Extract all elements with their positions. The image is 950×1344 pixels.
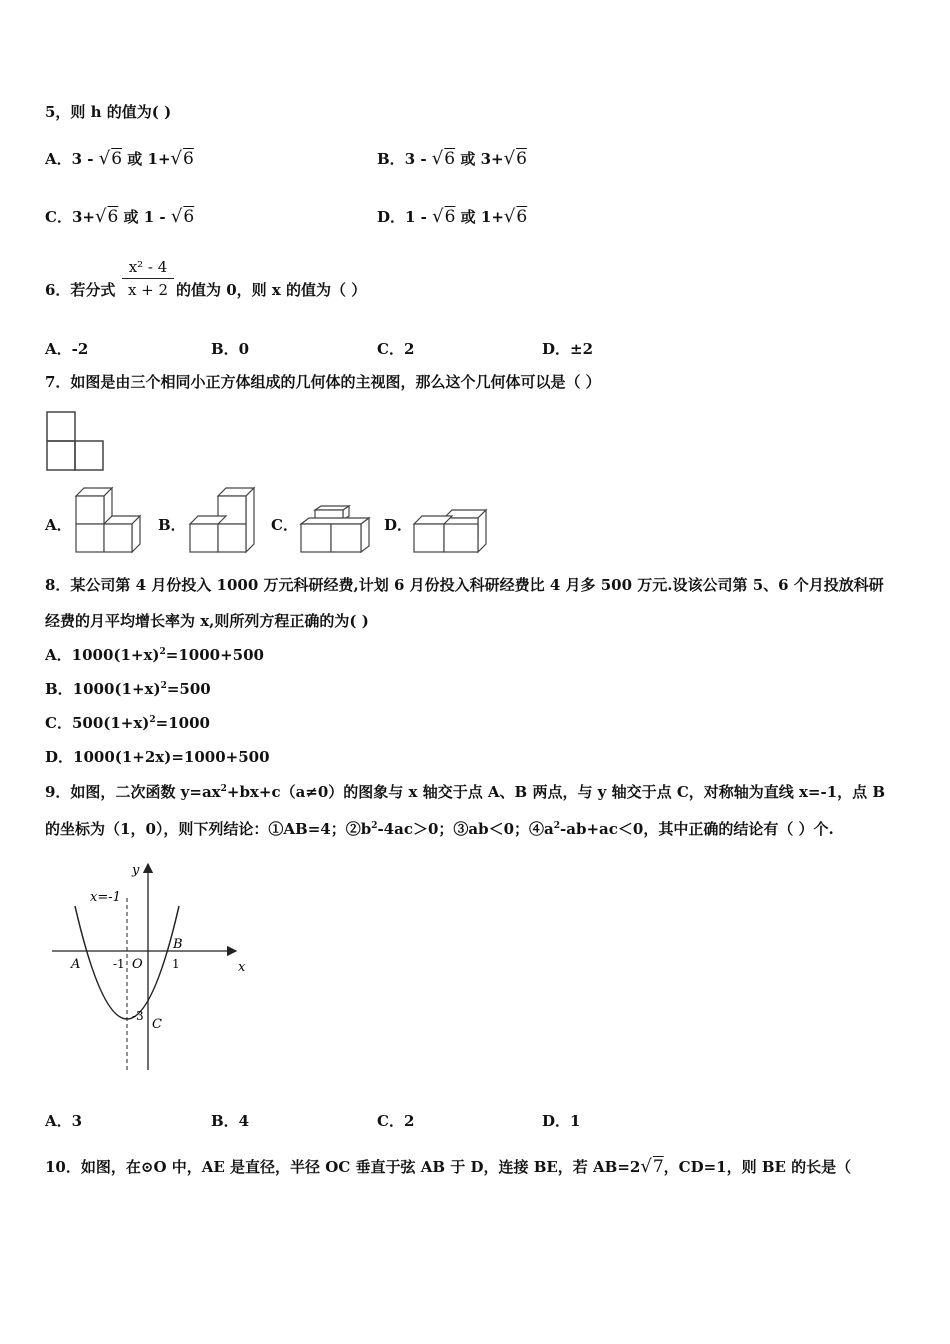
q5-d-mid: 或 1+	[460, 208, 504, 226]
q9-l2-b: -4ac＞0；③ab＜0；④a	[377, 820, 554, 838]
q9-option-a[interactable]: A．3	[45, 1112, 83, 1130]
q7-label-c: C．	[271, 516, 298, 534]
sqrt-icon: √	[432, 206, 444, 227]
q5-a-part1: 3 -	[71, 150, 99, 168]
q6-option-d[interactable]: D．±2	[542, 340, 594, 358]
q7-option-d-figure[interactable]	[412, 506, 490, 556]
label-neg-three: -3	[132, 1009, 144, 1023]
q8-b-post: =500	[166, 680, 211, 698]
q8-b-sq: 2	[160, 681, 167, 691]
q5-b-mid: 或 3+	[460, 150, 504, 168]
q8-b-pre: B．1000(1+x)	[45, 680, 161, 698]
q7-label-b: B．	[158, 516, 186, 534]
q5-option-a[interactable]	[45, 150, 194, 168]
q7-front-view-figure	[45, 410, 105, 472]
q6-numerator: x² - 4	[128, 258, 168, 276]
q5-option-c[interactable]	[45, 208, 194, 226]
q6-option-a[interactable]: A．-2	[45, 340, 89, 358]
q5-b-radicand: 6	[444, 149, 456, 169]
fraction-bar	[122, 278, 174, 279]
q9-l2-c: -ab+ac＜0，其中正确的结论有（ ）个.	[560, 820, 834, 838]
q9-option-c[interactable]: C．2	[377, 1112, 415, 1130]
label-y-axis: y	[132, 863, 140, 878]
q6-option-b[interactable]: B．0	[211, 340, 250, 358]
q8-option-c[interactable]	[45, 714, 210, 732]
q5-stem: 5，则 h 的值为( )	[45, 103, 172, 121]
sqrt-icon: √	[503, 206, 516, 227]
q5-option-d[interactable]	[377, 208, 527, 226]
sqrt-icon: √	[640, 1156, 652, 1177]
q7-option-c-figure[interactable]	[299, 504, 371, 556]
q5-c-radicand: 6	[107, 207, 119, 227]
q7-stem: 7．如图是由三个相同小正方体组成的几何体的主视图，那么这个几何体可以是（ ）	[45, 373, 601, 391]
q8-stem-line2: 经费的月平均增长率为 x,则所列方程正确的为( )	[45, 612, 369, 630]
sqrt-icon: √	[170, 148, 183, 169]
q5-c-radicand2: 6	[183, 207, 195, 227]
sqrt-icon: √	[503, 148, 516, 169]
q5-d-label: D．	[377, 208, 406, 226]
q5-b-radicand2: 6	[516, 149, 527, 169]
q6-prefix: 6．若分式	[45, 281, 116, 299]
q5-option-b[interactable]	[377, 150, 527, 168]
q6-suffix: 的值为 0，则 x 的值为（ ）	[176, 281, 367, 299]
q8-c-sq: 2	[149, 715, 156, 725]
q9-stem-line2	[45, 820, 834, 838]
q8-a-sq: 2	[159, 647, 166, 657]
q9-l2-a: 的坐标为（1，0），则下列结论：①AB=4；②b	[45, 820, 372, 838]
label-symmetry: x=-1	[90, 890, 121, 905]
label-origin: O	[132, 957, 143, 972]
q7-label-a: A．	[45, 516, 72, 534]
q5-a-radicand: 6	[111, 149, 123, 169]
q5-d-radicand2: 6	[516, 207, 528, 227]
q9-l1-sq: 2	[220, 784, 227, 794]
q6-option-c[interactable]: C．2	[377, 340, 415, 358]
q7-option-b-figure[interactable]	[186, 486, 256, 556]
q8-c-post: =1000	[155, 714, 210, 732]
q5-c-label: C．	[45, 208, 72, 226]
q9-l2-sq2: 2	[553, 821, 561, 831]
label-one: 1	[172, 957, 180, 971]
q5-d-part1: 1 -	[405, 208, 433, 226]
q5-a-mid: 或 1+	[127, 150, 171, 168]
sqrt-icon: √	[431, 148, 444, 169]
q10-post: ，CD=1，则 BE 的长是（	[663, 1158, 852, 1176]
q8-option-d[interactable]: D．1000(1+2x)=1000+500	[45, 748, 270, 766]
q7-label-d: D．	[384, 516, 413, 534]
q7-option-a-figure[interactable]	[72, 486, 142, 556]
q9-parabola-graph	[48, 858, 248, 1076]
q5-b-part1: 3 -	[404, 150, 432, 168]
q8-stem-line1: 8．某公司第 4 月份投入 1000 万元科研经费,计划 6 月份投入科研经费比 4 月多 500 万元.设该公司第 5、6 个月投放科研	[45, 576, 884, 594]
q9-stem-line1	[45, 783, 885, 801]
sqrt-icon: √	[94, 206, 107, 227]
q9-l1-b: +bx+c（a≠0）的图象与 x 轴交于点 A、B 两点，与 y 轴交于点 C，对称轴为直线 x=-1，点 B	[226, 783, 886, 801]
q10-stem	[45, 1158, 851, 1176]
q5-c-mid: 或 1 -	[123, 208, 171, 226]
label-point-b: B	[173, 937, 183, 952]
q9-option-d[interactable]: D．1	[542, 1112, 581, 1130]
sqrt-icon: √	[98, 148, 111, 169]
q5-a-radicand2: 6	[183, 149, 194, 169]
label-point-a: A	[71, 957, 81, 972]
q10-pre: 10．如图，在⊙O 中，AE 是直径，半径 OC 垂直于弦 AB 于 D，连接 BE，若 AB=2	[45, 1158, 641, 1176]
label-neg-one: -1	[113, 957, 125, 971]
q8-a-pre: A．1000(1+x)	[45, 646, 160, 664]
label-point-c: C	[152, 1017, 162, 1032]
q9-l1-a: 9．如图，二次函数 y=ax	[45, 783, 221, 801]
q5-c-part1: 3+	[71, 208, 95, 226]
q8-a-post: =1000+500	[165, 646, 264, 664]
q6-denominator: x + 2	[127, 281, 169, 299]
sqrt-icon: √	[170, 206, 183, 227]
q6-fraction	[122, 258, 174, 299]
q10-radicand: 7	[652, 1157, 664, 1177]
label-x-axis: x	[238, 960, 246, 975]
q5-a-label: A．	[45, 150, 72, 168]
q8-c-pre: C．500(1+x)	[45, 714, 150, 732]
q5-d-radicand: 6	[444, 207, 456, 227]
q8-option-a[interactable]	[45, 646, 264, 664]
q8-option-b[interactable]	[45, 680, 211, 698]
q9-option-b[interactable]: B．4	[211, 1112, 250, 1130]
q5-b-label: B．	[377, 150, 405, 168]
q9-l2-sq1: 2	[371, 821, 378, 831]
